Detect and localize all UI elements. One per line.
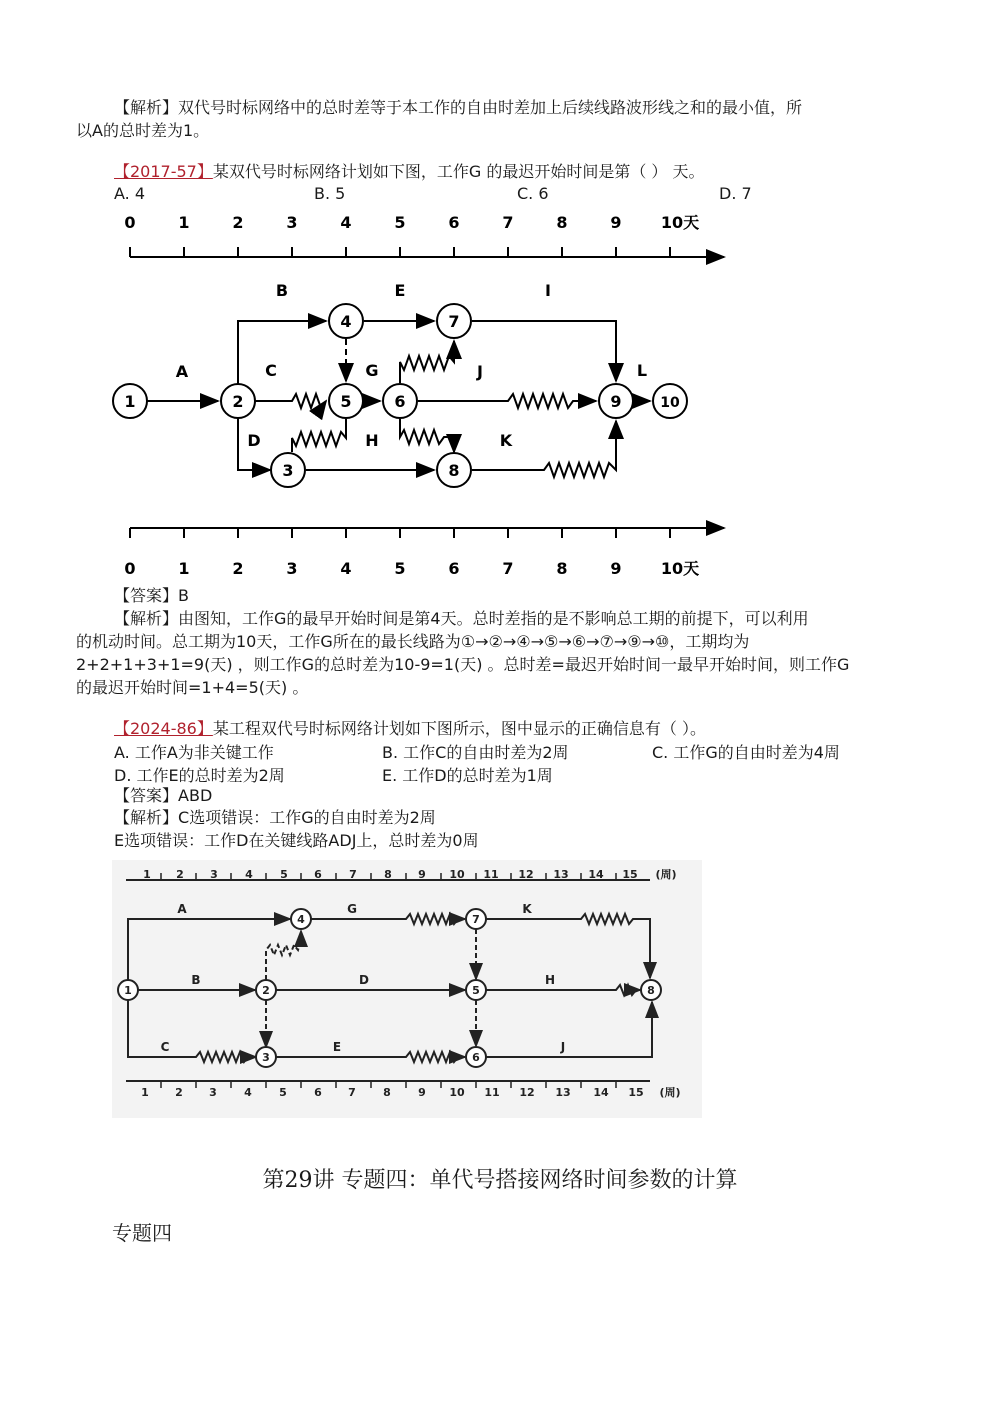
q2-analysis-label: 【解析】 xyxy=(114,808,179,827)
q2-label-b: B xyxy=(191,973,201,987)
q1-node-5-label: 5 xyxy=(340,392,352,411)
q2-stem: 某工程双代号时标网络计划如下图所示，图中显示的正确信息有（ ）。 xyxy=(212,719,706,738)
q2-node-2-label: 2 xyxy=(262,984,270,997)
q2-bottom-tick-1: 1 xyxy=(141,1086,149,1099)
q2-bottom-tick-15: 15 xyxy=(628,1086,644,1099)
q1-label-g: G xyxy=(365,361,379,380)
q1-bottom-tick-1: 1 xyxy=(178,559,190,578)
q1-answer: B xyxy=(178,586,189,605)
q1-stem: 某双代号时标网络计划如下图，工作G 的最迟开始时间是第（ ） 天。 xyxy=(212,162,705,181)
q2-label-h: H xyxy=(544,973,556,987)
q1-node-2-label: 2 xyxy=(232,392,244,411)
q1-label-e: E xyxy=(394,281,406,300)
q2-analysis-line-2: E选项错误：工作D在关键线路ADJ上，总时差为0周 xyxy=(114,831,479,850)
q1-bottom-tick-3: 3 xyxy=(286,559,298,578)
q1-top-tick-8: 8 xyxy=(556,213,568,232)
q2-arrow-k xyxy=(486,914,650,978)
q2-label-d: D xyxy=(359,973,369,987)
q1-node-1-label: 1 xyxy=(124,392,136,411)
q1-option-c: C. 6 xyxy=(517,184,549,203)
q2-arrow-h xyxy=(486,985,640,995)
q1-node-8-label: 8 xyxy=(448,461,460,480)
q2-bottom-scale-labels xyxy=(141,1086,680,1099)
q1-bottom-tick-2: 2 xyxy=(232,559,244,578)
q1-top-tick-4: 4 xyxy=(340,213,352,232)
q2-option-c: C. 工作G的自由时差为4周 xyxy=(652,743,840,762)
q1-analysis-line-2: 的机动时间。总工期为10天，工作G所在的最长线路为①→②→④→⑤→⑥→⑦→⑨→⑩，工期均为 xyxy=(76,632,750,651)
q1-tag: 【2017-57】 xyxy=(114,162,213,181)
q2-bottom-tick-4: 4 xyxy=(244,1086,252,1099)
q2-arrow-e xyxy=(276,1052,465,1062)
q1-bottom-tick-5: 5 xyxy=(394,559,406,578)
q2-answer: ABD xyxy=(178,786,213,805)
intro-text-1: 双代号时标网络中的总时差等于本工作的自由时差加上后续线路波形线之和的最小值，所 xyxy=(178,98,803,117)
q2-label-g: G xyxy=(347,902,357,916)
q2-top-tick-15: 15 xyxy=(622,868,638,881)
q1-top-tick-9: 9 xyxy=(610,213,622,232)
q1-bottom-tick-6: 6 xyxy=(448,559,460,578)
q2-top-tick-9: 9 xyxy=(418,868,426,881)
q2-tag: 【2024-86】 xyxy=(114,719,213,738)
q2-node-5-label: 5 xyxy=(472,984,480,997)
q2-bottom-tick-10: 10 xyxy=(449,1086,465,1099)
q1-answer-label: 【答案】 xyxy=(114,586,179,605)
q1-label-l: L xyxy=(636,361,648,380)
section-subheading: 专题四 xyxy=(112,1221,172,1245)
q1-bottom-tick-0: 0 xyxy=(124,559,136,578)
q1-option-d: D. 7 xyxy=(719,184,752,203)
q2-label-e: E xyxy=(332,1040,342,1054)
q2-top-tick-2: 2 xyxy=(176,868,184,881)
q2-bottom-tick-3: 3 xyxy=(209,1086,217,1099)
q2-bottom-tick-12: 12 xyxy=(519,1086,535,1099)
q1-node-3-label: 3 xyxy=(282,461,294,480)
q2-bottom-tick-5: 5 xyxy=(279,1086,287,1099)
q1-node-9-label: 9 xyxy=(610,392,622,411)
q1-label-i: I xyxy=(545,281,551,300)
q2-bottom-unit: (周) xyxy=(659,1086,681,1099)
q1-label-c: C xyxy=(265,361,277,380)
q2-analysis-text-1: C选项错误：工作G的自由时差为2周 xyxy=(178,808,436,827)
q1-bottom-tick-8: 8 xyxy=(556,559,568,578)
q1-label-k: K xyxy=(499,431,513,450)
q2-arrow-c xyxy=(128,1000,256,1062)
q2-top-tick-7: 7 xyxy=(349,868,357,881)
q2-option-b: B. 工作C的自由时差为2周 xyxy=(382,743,569,762)
q2-bottom-tick-11: 11 xyxy=(484,1086,500,1099)
q1-analysis-line-3: 2+2+1+3+1=9(天) ，则工作G的总时差为10-9=1(天) 。总时差=最迟开始时间一最早开始时间，则工作G xyxy=(76,655,850,674)
q2-top-tick-14: 14 xyxy=(588,868,604,881)
q2-option-e: E. 工作D的总时差为1周 xyxy=(382,766,553,785)
q2-node-4-label: 4 xyxy=(297,913,305,926)
q1-top-tick-7: 7 xyxy=(502,213,514,232)
q1-analysis-label: 【解析】 xyxy=(114,609,179,628)
q2-top-tick-6: 6 xyxy=(314,868,322,881)
intro-label: 【解析】 xyxy=(114,98,179,117)
q1-top-tick-10: 10天 xyxy=(660,213,700,232)
q2-bottom-tick-6: 6 xyxy=(314,1086,322,1099)
q1-bottom-tick-4: 4 xyxy=(340,559,352,578)
q1-label-b: B xyxy=(275,281,289,300)
q2-option-d: D. 工作E的总时差为2周 xyxy=(114,766,285,785)
section-heading: 第29讲 专题四：单代号搭接网络时间参数的计算 xyxy=(262,1168,738,1193)
q1-top-tick-3: 3 xyxy=(286,213,298,232)
q2-label-k: K xyxy=(522,902,532,916)
q1-label-j: J xyxy=(477,362,483,381)
q1-top-tick-2: 2 xyxy=(232,213,244,232)
q1-top-tick-0: 0 xyxy=(124,213,136,232)
q2-top-tick-11: 11 xyxy=(483,868,499,881)
q2-arrow-g xyxy=(311,914,465,924)
q1-bottom-tick-10: 10天 xyxy=(660,559,700,578)
intro-line-2: 以A的总时差为1。 xyxy=(76,121,210,140)
q2-dummy-2-4 xyxy=(266,931,301,980)
q1-bottom-tick-9: 9 xyxy=(610,559,622,578)
q2-arrow-j xyxy=(486,1002,652,1057)
q1-top-tick-5: 5 xyxy=(394,213,406,232)
q2-option-a: A. 工作A为非关键工作 xyxy=(114,743,274,762)
q1-node-7-label: 7 xyxy=(448,312,460,331)
q1-top-tick-1: 1 xyxy=(178,213,190,232)
q2-top-tick-12: 12 xyxy=(518,868,534,881)
q2-bottom-tick-14: 14 xyxy=(593,1086,609,1099)
q2-node-7-label: 7 xyxy=(472,913,480,926)
q2-bottom-tick-13: 13 xyxy=(555,1086,571,1099)
q2-bottom-tick-8: 8 xyxy=(383,1086,391,1099)
q2-top-unit: (周) xyxy=(655,868,677,881)
q2-top-tick-1: 1 xyxy=(143,868,151,881)
q2-bottom-tick-9: 9 xyxy=(418,1086,426,1099)
q1-label-d: D xyxy=(247,431,261,450)
q2-top-tick-4: 4 xyxy=(245,868,253,881)
q1-analysis-text-1: 由图知，工作G的最早开始时间是第4天。总时差指的是不影响总工期的前提下，可以利用 xyxy=(178,609,809,628)
q2-label-j: J xyxy=(560,1040,566,1054)
q2-node-6-label: 6 xyxy=(472,1051,480,1064)
q1-label-h: H xyxy=(365,431,379,450)
q2-node-3-label: 3 xyxy=(262,1051,270,1064)
q1-analysis-line-4: 的最迟开始时间=1+4=5(天) 。 xyxy=(76,678,309,697)
q2-label-a: A xyxy=(177,902,187,916)
q2-top-tick-5: 5 xyxy=(280,868,288,881)
q2-label-c: C xyxy=(160,1040,170,1054)
q1-bottom-tick-7: 7 xyxy=(502,559,514,578)
q2-node-8-label: 8 xyxy=(647,984,655,997)
q1-top-tick-6: 6 xyxy=(448,213,460,232)
q2-bottom-tick-2: 2 xyxy=(175,1086,183,1099)
q1-option-a: A. 4 xyxy=(114,184,146,203)
q2-bottom-tick-7: 7 xyxy=(348,1086,356,1099)
q1-node-10-label: 10 xyxy=(660,395,680,411)
q1-node-6-label: 6 xyxy=(394,392,406,411)
q1-label-a: A xyxy=(175,362,189,381)
q2-top-tick-8: 8 xyxy=(384,868,392,881)
q2-node-1-label: 1 xyxy=(124,984,132,997)
q2-top-tick-3: 3 xyxy=(210,868,218,881)
q1-option-b: B. 5 xyxy=(314,184,346,203)
q2-top-tick-10: 10 xyxy=(449,868,465,881)
q1-node-4-label: 4 xyxy=(340,312,352,331)
q2-top-tick-13: 13 xyxy=(553,868,569,881)
q2-answer-label: 【答案】 xyxy=(114,786,179,805)
